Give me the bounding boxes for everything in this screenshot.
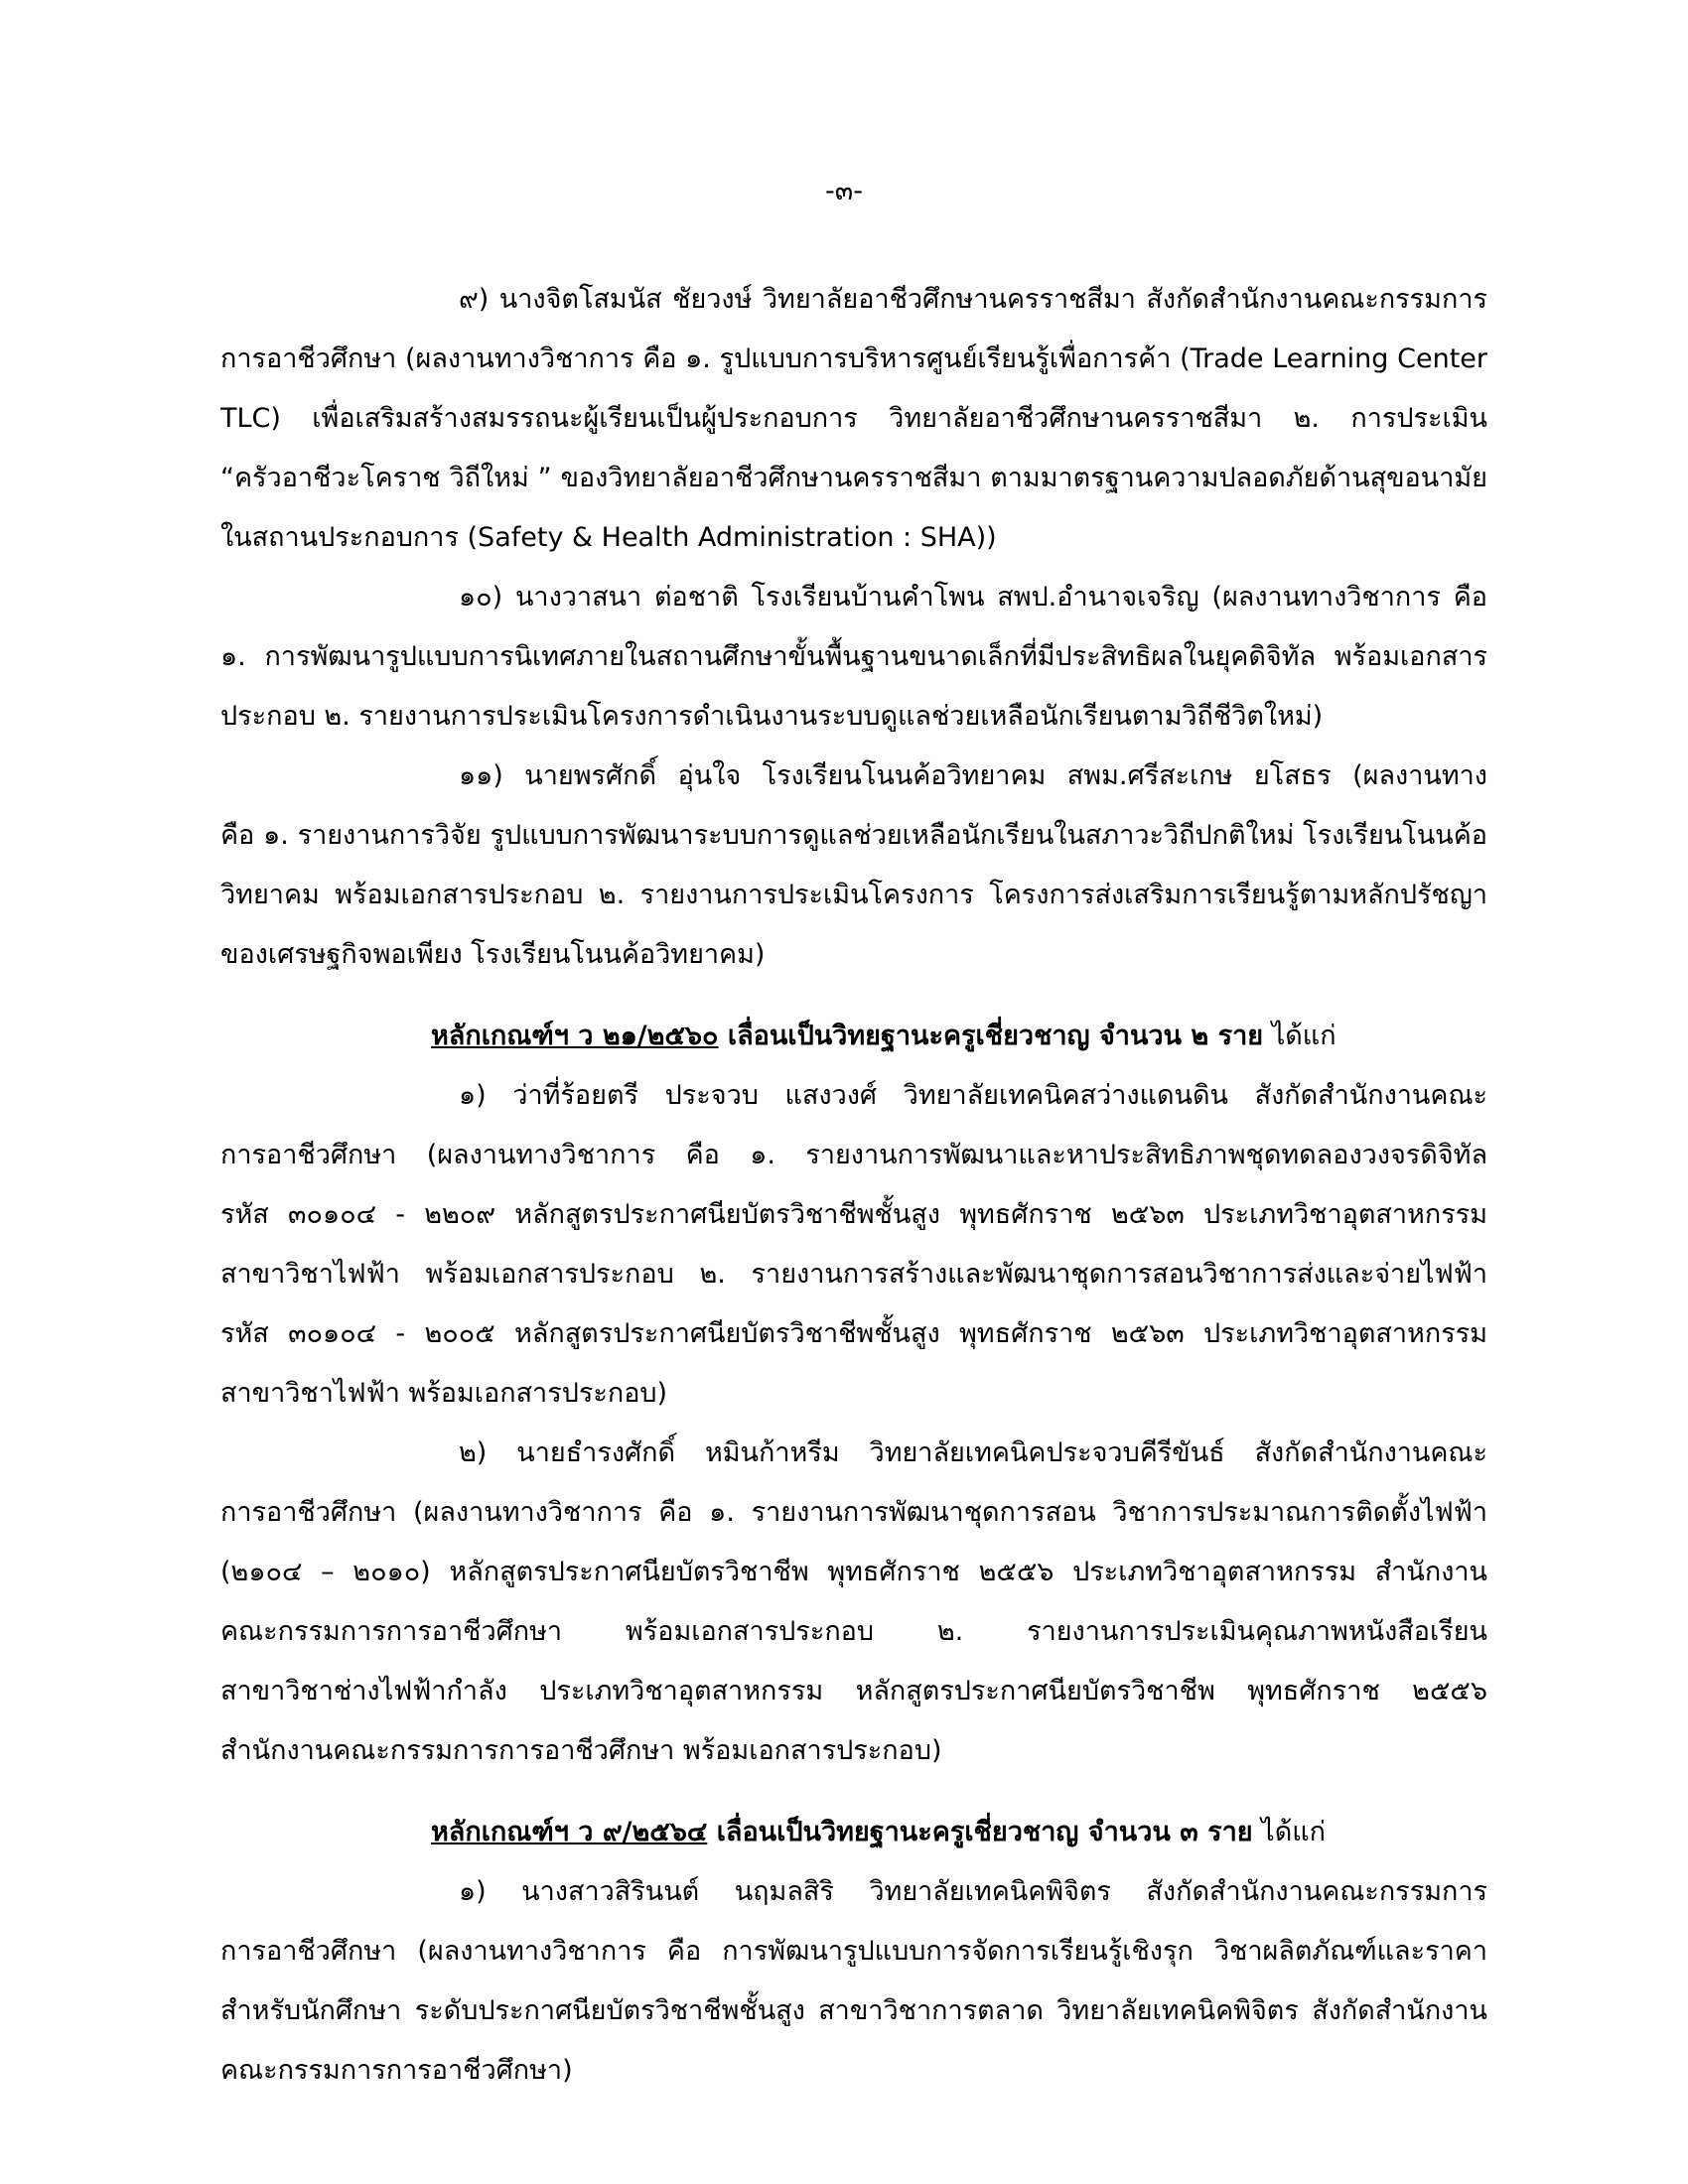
- text-line: ๑๑) นายพรศักดิ์ อุ่นใจ โรงเรียนโนนค้อวิทยาคม สพม.ศรีสะเกษ ยโสธร (ผลงานทาง: [459, 760, 1487, 791]
- text-line: สำหรับนักศึกษา ระดับประกาศนียบัตรวิชาชีพชั้นสูง สาขาวิชาการตลาด วิทยาลัยเทคนิคพิจิตร สังกัดสำนักงาน: [220, 1995, 1487, 2026]
- text-line: ประกอบ ๒. รายงานการประเมินโครงการดำเนินงานระบบดูแลช่วยเหลือนักเรียนตามวิถีชีวิตใหม่): [220, 701, 1324, 732]
- text-line: รหัส ๓๐๑๐๔ - ๒๐๐๕ หลักสูตรประกาศนียบัตรวิชาชีพชั้นสูง พุทธศักราช ๒๕๖๓ ประเภทวิชาอุตสาหกรรม: [220, 1318, 1487, 1349]
- text-line: ๙) นางจิตโสมนัส ชัยวงษ์ วิทยาลัยอาชีวศึกษานครราชสีมา สังกัดสำนักงานคณะกรรมการ: [459, 284, 1487, 315]
- text-line: ของเศรษฐกิจพอเพียง โรงเรียนโนนค้อวิทยาคม): [220, 939, 766, 970]
- section-suffix: ได้แก่: [1263, 1021, 1336, 1051]
- text-line: วิทยาคม พร้อมเอกสารประกอบ ๒. รายงานการประเมินโครงการ โครงการส่งเสริมการเรียนรู้ตามหลักปรัชญา: [220, 880, 1487, 910]
- section-criteria: หลักเกณฑ์ฯ ว ๒๑/๒๕๖๐: [431, 1021, 719, 1051]
- text-line: “ครัวอาชีวะโคราช วิถีใหม่ ” ของวิทยาลัยอาชีวศึกษานครราชสีมา ตามมาตรฐานความปลอดภัยด้านสุขอนามัย: [220, 463, 1487, 493]
- text-line: การอาชีวศึกษา (ผลงานทางวิชาการ คือ ๑. รายงานการพัฒนาชุดการสอน วิชาการประมาณการติดตั้งไฟฟ้า: [220, 1497, 1487, 1528]
- text-line: สาขาวิชาไฟฟ้า พร้อมเอกสารประกอบ): [220, 1378, 668, 1409]
- text-line: ๑๐) นางวาสนา ต่อชาติ โรงเรียนบ้านคำโพน สพป.อำนาจเจริญ (ผลงานทางวิชาการ คือ: [459, 582, 1487, 613]
- list-item: [220, 1862, 1487, 2101]
- text-line: คณะกรรมการการอาชีวศึกษา): [220, 2055, 573, 2086]
- section-heading: [220, 1007, 1487, 1066]
- section-criteria: หลักเกณฑ์ฯ ว ๙/๒๕๖๔: [431, 1817, 708, 1847]
- list-item: [220, 747, 1487, 985]
- text-line: สาขาวิชาช่างไฟฟ้ากำลัง ประเภทวิชาอุตสาหกรรม หลักสูตรประกาศนียบัตรวิชาชีพ พุทธศักราช ๒๕๕๖: [220, 1676, 1487, 1706]
- text-line: ๒) นายธำรงศักดิ์ หมินก้าหรีม วิทยาลัยเทคนิคประจวบคีรีขันธ์ สังกัดสำนักงานคณะ: [459, 1437, 1487, 1468]
- text-line: การอาชีวศึกษา (ผลงานทางวิชาการ คือ ๑. รายงานการพัฒนาและหาประสิทธิภาพชุดทดลองวงจรดิจิทัล: [220, 1140, 1487, 1170]
- text-line: คณะกรรมการการอาชีวศึกษา พร้อมเอกสารประกอบ ๒. รายงานการประเมินคุณภาพหนังสือเรียน: [220, 1616, 1487, 1647]
- text-line: รหัส ๓๐๑๐๔ - ๒๒๐๙ หลักสูตรประกาศนียบัตรวิชาชีพชั้นสูง พุทธศักราช ๒๕๖๓ ประเภทวิชาอุตสาหกรรม: [220, 1199, 1487, 1230]
- list-item: [220, 1066, 1487, 1424]
- page-number: -๓-: [825, 176, 863, 206]
- text-line: TLC) เพื่อเสริมสร้างสมรรถนะผู้เรียนเป็นผู้ประกอบการ วิทยาลัยอาชีวศึกษานครราชสีมา ๒. การประเมิน: [220, 403, 1487, 434]
- text-line: คือ ๑. รายงานการวิจัย รูปแบบการพัฒนาระบบการดูแลช่วยเหลือนักเรียนในสภาวะวิถีปกติใหม่ โรงเรียนโนนค้อ: [220, 820, 1487, 851]
- text-line: การอาชีวศึกษา (ผลงานทางวิชาการ คือ การพัฒนารูปแบบการจัดการเรียนรู้เชิงรุก วิชาผลิตภัณฑ์และราคา: [220, 1936, 1487, 1967]
- text-line: ๑) ว่าที่ร้อยตรี ประจวบ แสงวงศ์ วิทยาลัยเทคนิคสว่างแดนดิน สังกัดสำนักงานคณะ: [459, 1080, 1487, 1111]
- text-line: สาขาวิชาไฟฟ้า พร้อมเอกสารประกอบ ๒. รายงานการสร้างและพัฒนาชุดการสอนวิชาการส่งและจ่ายไฟฟ้า: [220, 1259, 1487, 1290]
- text-line: ๑. การพัฒนารูปแบบการนิเทศภายในสถานศึกษาขั้นพื้นฐานขนาดเล็กที่มีประสิทธิผลในยุคดิจิทัล พร้อมเอกสาร: [220, 641, 1487, 672]
- section-title: เลื่อนเป็นวิทยฐานะครูเชี่ยวชาญ จำนวน ๒ ราย: [718, 1021, 1264, 1051]
- text-line: การอาชีวศึกษา (ผลงานทางวิชาการ คือ ๑. รูปแบบการบริหารศูนย์เรียนรู้เพื่อการค้า (Trade Learning Center: [220, 343, 1487, 374]
- section-suffix: ได้แก่: [1252, 1817, 1327, 1847]
- list-item: [220, 568, 1487, 747]
- text-line: ในสถานประกอบการ (Safety & Health Administration : SHA)): [220, 522, 997, 553]
- text-line: (๒๑๐๔ – ๒๐๑๐) หลักสูตรประกาศนียบัตรวิชาชีพ พุทธศักราช ๒๕๕๖ ประเภทวิชาอุตสาหกรรม สำนักงาน: [220, 1557, 1487, 1587]
- document-body: [220, 270, 1487, 2101]
- list-item: [220, 270, 1487, 568]
- text-line: สำนักงานคณะกรรมการการอาชีวศึกษา พร้อมเอกสารประกอบ): [220, 1735, 942, 1766]
- text-line: ๑) นางสาวสิรินนต์ นฤมลสิริ วิทยาลัยเทคนิคพิจิตร สังกัดสำนักงานคณะกรรมการ: [459, 1876, 1487, 1907]
- list-item: [220, 1424, 1487, 1781]
- section-title: เลื่อนเป็นวิทยฐานะครูเชี่ยวชาญ จำนวน ๓ ราย: [707, 1817, 1253, 1847]
- section-heading: [220, 1803, 1487, 1862]
